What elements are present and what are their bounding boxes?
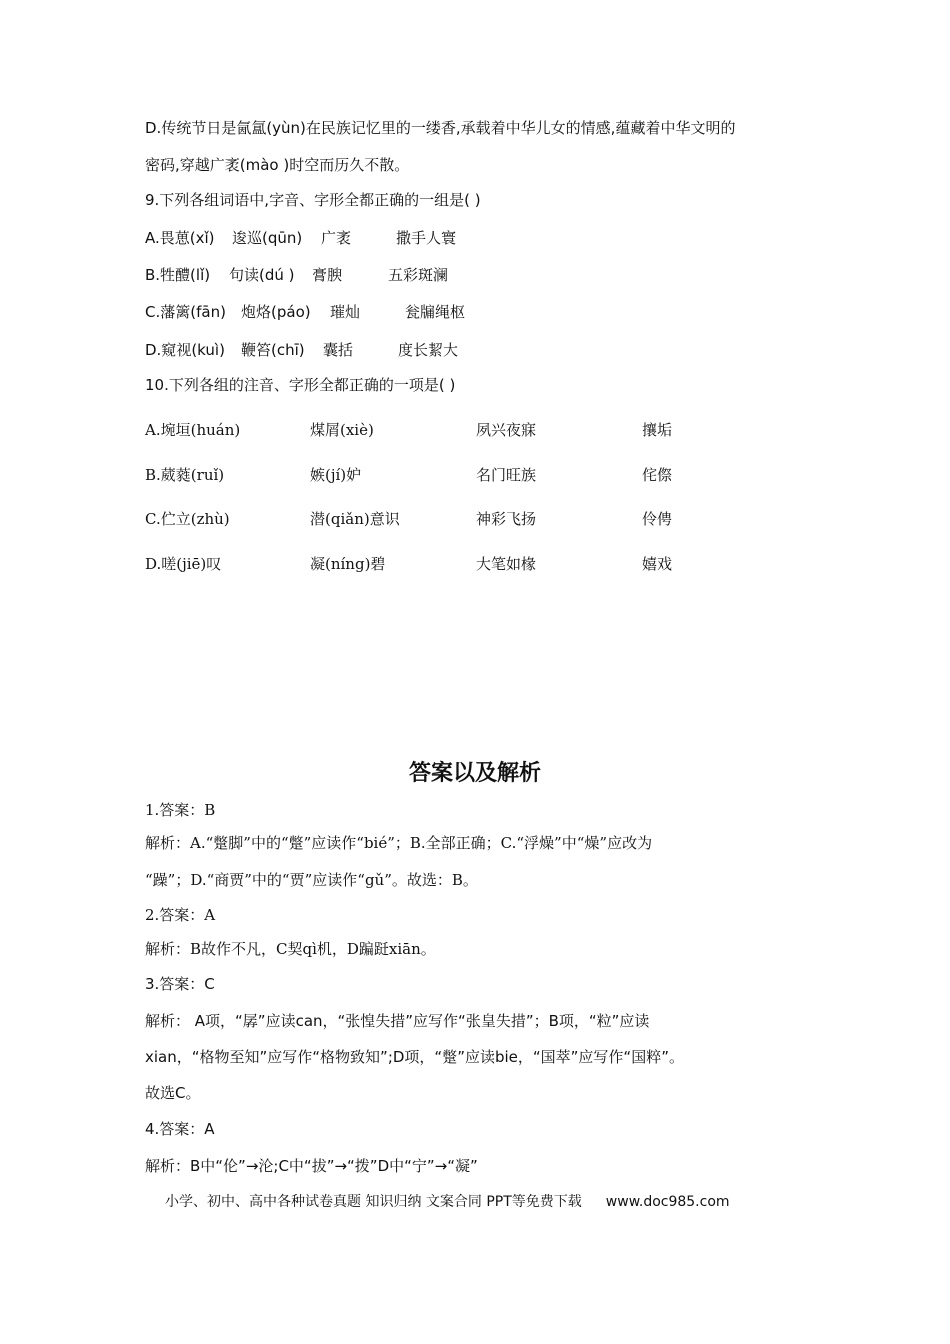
q10-c-word4: 伶俜 xyxy=(642,510,673,528)
q9-c-word1: C.藩篱(fān) xyxy=(145,303,226,321)
q10-a-word4: 攘垢 xyxy=(642,421,673,439)
q10-c-word3: 神彩飞扬 xyxy=(476,510,537,528)
q9-a-word2: 逡巡(qūn) xyxy=(232,229,303,247)
footer-url[interactable]: www.doc985.com xyxy=(605,1194,730,1210)
q9-a-word4: 撒手人寰 xyxy=(396,229,457,247)
q10-c-word2: 潜(qiǎn)意识 xyxy=(310,510,400,528)
answer-3: 3.答案：C xyxy=(145,975,215,993)
q9-d-word1: D.窥视(kuì) xyxy=(145,341,225,359)
q9-d-word4: 度长絜大 xyxy=(398,341,459,359)
q9-c-word2: 炮烙(páo) xyxy=(241,303,311,321)
explanation-3-line1: 解析： A项，“孱”应读can，“张惶失措”应写作“张皇失措”；B项，“粒”应读 xyxy=(145,1012,650,1030)
q10-b-word2: 嫉(jí)妒 xyxy=(310,466,362,484)
explanation-1-line1: 解析：A.“蹩脚”中的“蹩”应读作“bié”；B.全部正确；C.“浮燥”中“燥”应改为 xyxy=(145,834,653,852)
q9-a-word3: 广袤 xyxy=(321,229,352,247)
explanation-3-line2: xian，“格物至知”应写作“格物致知”;D项，“蹩”应读bie，“国萃”应写作“国粹”。 xyxy=(145,1048,684,1066)
q9-stem: 9.下列各组词语中,字音、字形全都正确的一组是( ) xyxy=(145,191,481,209)
q9-b-word1: B.牲醴(lǐ) xyxy=(145,266,211,284)
q10-d-word4: 嬉戏 xyxy=(642,555,673,573)
q10-b-word4: 侘傺 xyxy=(642,466,673,484)
q9-c-word3: 璀灿 xyxy=(330,303,361,321)
q10-a-word2: 煤屑(xiè) xyxy=(310,421,374,439)
explanation-1-line2: “躁”；D.“商贾”中的“贾”应读作“gǔ”。故选：B。 xyxy=(145,871,478,889)
q9-c-word4: 瓮牖绳枢 xyxy=(405,303,466,321)
footer-text: 小学、初中、高中各种试卷真题 知识归纳 文案合同 PPT等免费下载 xyxy=(165,1194,582,1210)
q10-b-word3: 名门旺族 xyxy=(476,466,537,484)
q10-d-word1: D.嗟(jiē)叹 xyxy=(145,555,222,573)
q10-stem: 10.下列各组的注音、字形全都正确的一项是( ) xyxy=(145,376,456,394)
q10-a-word1: A.埦垣(huán) xyxy=(145,421,241,439)
answers-title: 答案以及解析 xyxy=(408,761,541,786)
explanation-2: 解析：B故作不凡，C契qì机，D蹁跹xiān。 xyxy=(145,940,436,958)
q8-option-d-line1: D.传统节日是氤氲(yùn)在民族记忆里的一缕香,承载着中华儿女的情感,蕴藏着中华文明的 xyxy=(145,119,736,137)
q8-option-d-line2: 密码,穿越广袤(mào )时空而历久不散。 xyxy=(145,156,410,174)
footer xyxy=(165,1192,730,1212)
q10-a-word3: 夙兴夜寐 xyxy=(476,421,537,439)
explanation-4: 解析：B中“伦”→沦;C中“拔”→“拨”D中“宁”→“凝” xyxy=(145,1157,478,1175)
answer-4: 4.答案：A xyxy=(145,1120,215,1138)
q10-d-word2: 凝(níng)碧 xyxy=(310,555,386,573)
q10-d-word3: 大笔如椽 xyxy=(476,555,537,573)
q9-d-word2: 鞭笞(chī) xyxy=(241,341,305,359)
answer-1: 1.答案：B xyxy=(145,801,216,819)
q9-b-word3: 膏腴 xyxy=(312,266,343,284)
q9-b-word2: 句读(dú ) xyxy=(229,266,295,284)
q10-b-word1: B.葳蕤(ruǐ) xyxy=(145,466,225,484)
answer-2: 2.答案：A xyxy=(145,906,216,924)
q9-b-word4: 五彩斑澜 xyxy=(388,266,449,284)
q9-d-word3: 囊括 xyxy=(323,341,354,359)
q9-a-word1: A.畏葸(xǐ) xyxy=(145,229,215,247)
explanation-3-line3: 故选C。 xyxy=(145,1084,201,1102)
q10-c-word1: C.伫立(zhù) xyxy=(145,510,230,528)
